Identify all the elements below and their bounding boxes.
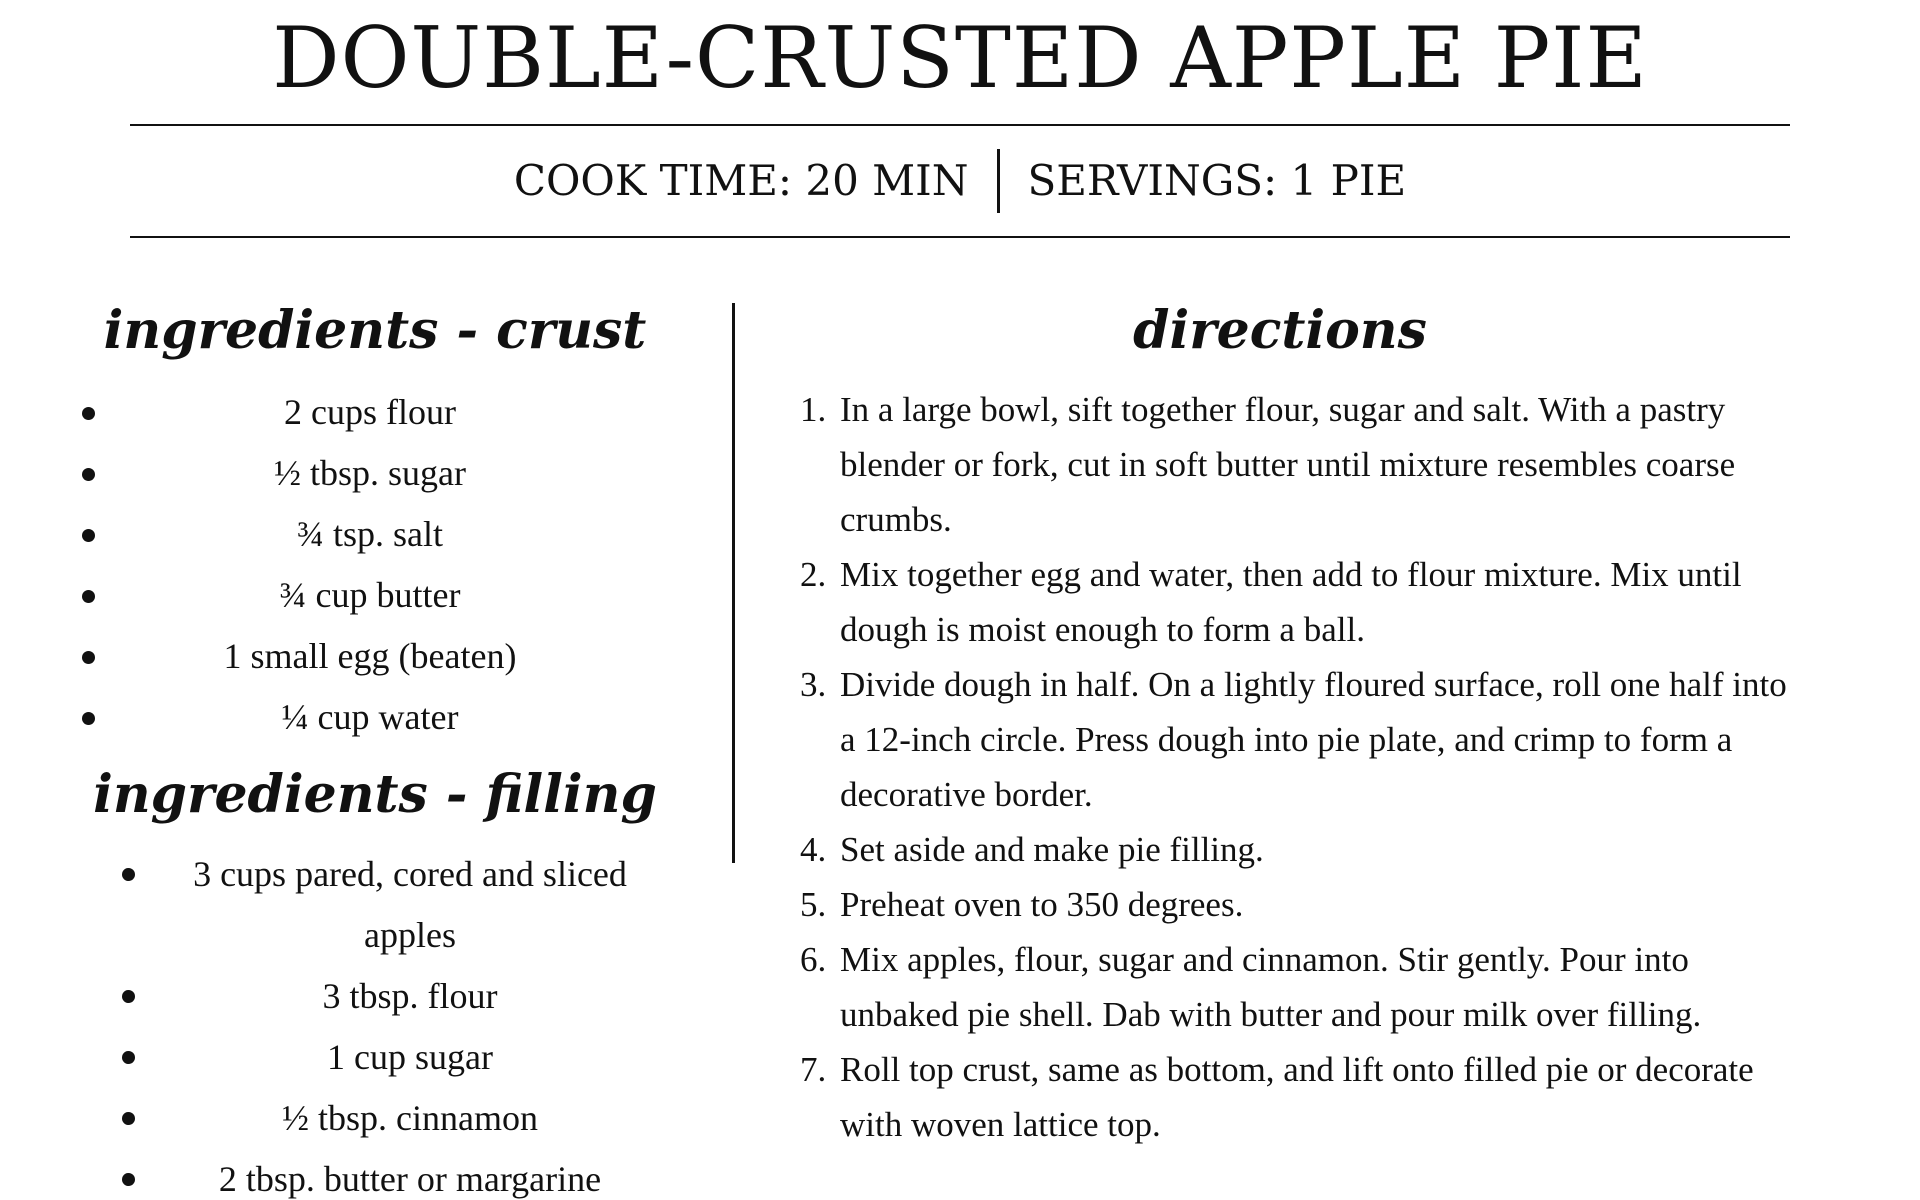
list-item: 2 cups flour [160, 382, 580, 443]
bullet-icon [82, 712, 95, 725]
filling-ingredients-list [190, 844, 630, 1200]
list-item: 3 tbsp. flour [190, 966, 630, 1027]
list-item: 1 small egg (beaten) [160, 626, 580, 687]
direction-step: 6. Mix apples, flour, sugar and cinnamon. Stir gently. Pour into unbaked pie shell. Dab with butter and pour milk over filling. [800, 940, 1702, 1034]
direction-step: 1. In a large bowl, sift together flour, sugar and salt. With a pastry blender or fork, cut in soft butter until mixture resembles coarse crumbs. [800, 390, 1736, 539]
directions-list [800, 382, 1800, 1152]
bullet-icon [122, 1173, 135, 1186]
bullet-icon [122, 868, 135, 881]
bullet-icon [122, 1112, 135, 1125]
crust-ingredients-list [160, 382, 580, 748]
cook-time: COOK TIME: 20 MIN [513, 156, 969, 205]
list-item: 3 cups pared, cored and sliced apples [190, 844, 630, 966]
bullet-icon [122, 990, 135, 1003]
bullet-icon [82, 651, 95, 664]
bottom-rule [130, 236, 1790, 238]
top-rule [130, 124, 1790, 126]
direction-step: 7. Roll top crust, same as bottom, and lift onto filled pie or decorate with woven lattice top. [800, 1050, 1754, 1144]
bullet-icon [82, 529, 95, 542]
bullet-icon [82, 590, 95, 603]
recipe-title: DOUBLE-CRUSTED APPLE PIE [272, 9, 1648, 107]
list-item: ¾ tsp. salt [160, 504, 580, 565]
bullet-icon [82, 468, 95, 481]
directions-heading: directions [1133, 300, 1427, 361]
direction-step: 2. Mix together egg and water, then add to flour mixture. Mix until dough is moist enough to form a ball. [800, 555, 1742, 649]
direction-step: 3. Divide dough in half. On a lightly floured surface, roll one half into a 12-inch circle. Press dough into pie plate, and crimp to form a decorative border. [800, 665, 1787, 814]
servings: SERVINGS: 1 PIE [1027, 156, 1407, 205]
list-item: ¼ cup water [160, 687, 580, 748]
list-item: ½ tbsp. sugar [160, 443, 580, 504]
bullet-icon [82, 407, 95, 420]
list-item: 1 cup sugar [190, 1027, 630, 1088]
direction-step: 5. Preheat oven to 350 degrees. [800, 885, 1244, 924]
recipe-meta [0, 146, 1920, 216]
bullet-icon [122, 1051, 135, 1064]
list-item: ¾ cup butter [160, 565, 580, 626]
filling-heading: ingredients - filling [93, 764, 657, 825]
list-item: ½ tbsp. cinnamon [190, 1088, 630, 1149]
list-item: 2 tbsp. butter or margarine [190, 1149, 630, 1200]
crust-heading: ingredients - crust [103, 300, 647, 361]
direction-step: 4. Set aside and make pie filling. [800, 830, 1264, 869]
